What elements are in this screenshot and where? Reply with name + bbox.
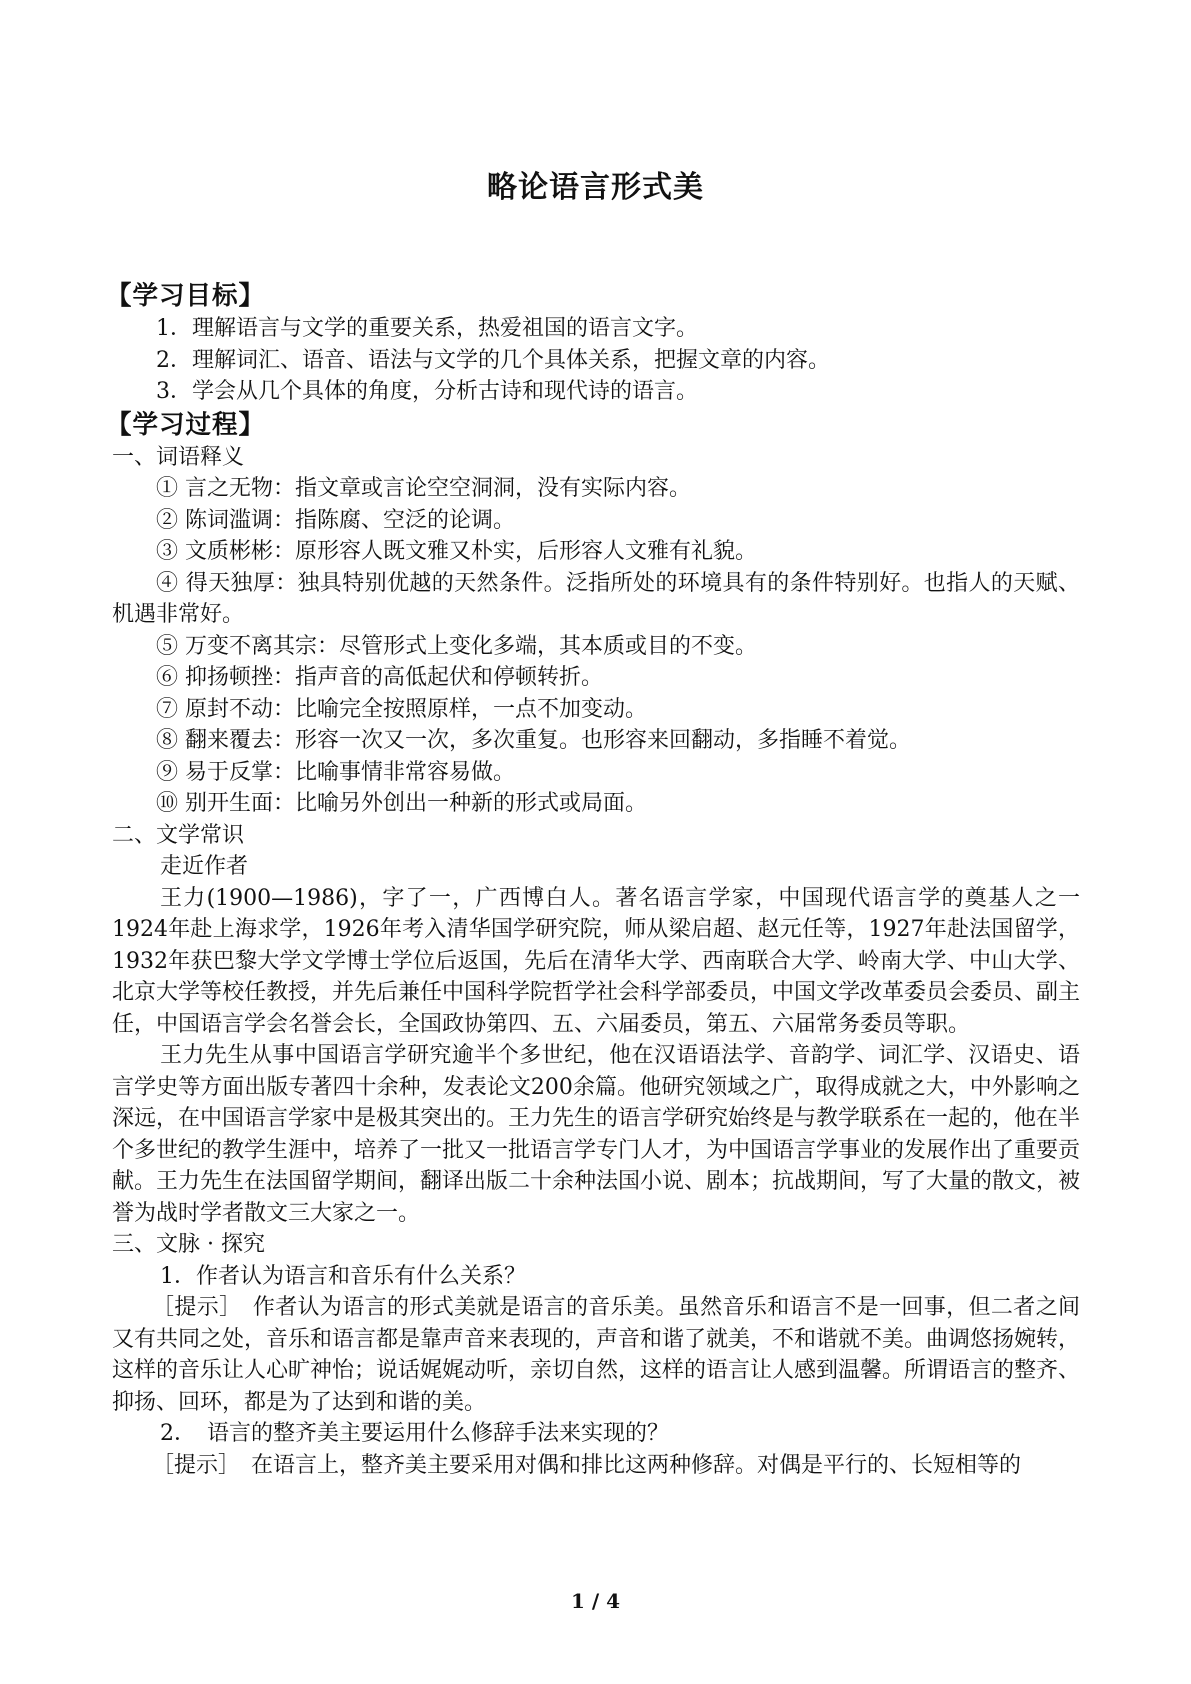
hint-paragraph: ［提示］ 作者认为语言的形式美就是语言的音乐美。虽然音乐和语言不是一回事，但二者之间又有共同之处，音乐和语言都是靠声音来表现的，声音和谐了就美，不和谐就不美。曲调悠扬婉转，这样的音乐让人心旷神怡；说话娓娓动听，亲切自然，这样的语言让人感到温馨。所谓语言的整齐、抑扬、回环，都是为了达到和谐的美。 [112, 1295, 1081, 1415]
goal-item: 2．理解词汇、语音、语法与文学的几个具体关系，把握文章的内容。 [156, 347, 830, 373]
page-number: 1 / 4 [570, 1589, 621, 1613]
subsection-subheading-author: 走近作者 [160, 854, 249, 879]
subsection-heading-explore: 三、文脉 · 探究 [112, 1232, 265, 1257]
vocab-item: ② 陈词滥调：指陈腐、空泛的论调。 [156, 507, 515, 533]
question-item: 2． 语言的整齐美主要运用什么修辞手法来实现的？ [160, 1421, 669, 1446]
question-item: 1．作者认为语言和音乐有什么关系？ [160, 1263, 526, 1289]
vocab-item: ⑩ 别开生面：比喻另外创出一种新的形式或局面。 [156, 791, 647, 816]
subsection-heading-vocab: 一、词语释义 [112, 444, 245, 470]
vocab-item: ⑨ 易于反掌：比喻事情非常容易做。 [156, 759, 515, 785]
vocab-item: ③ 文质彬彬：原形容人既文雅又朴实，后形容人文雅有礼貌。 [156, 539, 757, 564]
document-body [106, 279, 1081, 1481]
vocab-item: ⑤ 万变不离其宗：尽管形式上变化多端，其本质或目的不变。 [156, 633, 757, 659]
goal-item: 3．学会从几个具体的角度，分析古诗和现代诗的语言。 [156, 379, 698, 404]
section-heading-goals: 【学习目标】 [106, 281, 266, 311]
section-heading-process: 【学习过程】 [106, 409, 266, 440]
document-title: 略论语言形式美 [487, 170, 704, 205]
author-paragraph: 王力先生从事中国语言学研究逾半个多世纪，他在汉语语法学、音韵学、词汇学、汉语史、语言学史等方面出版专著四十余种，发表论文200余篇。他研究领域之广，取得成就之大，中外影响之深远，在中国语言学家中是极其突出的。王力先生的语言学研究始终是与教学联系在一起的，他在半个多世纪的教学生涯中，培养了一批又一批语言学专门人才，为中国语言学事业的发展作出了重要贡献。王力先生在法国留学期间，翻译出版二十余种法国小说、剧本；抗战期间，写了大量的散文，被誉为战时学者散文三大家之一。 [112, 1043, 1081, 1226]
author-paragraph: 王力(1900—1986)，字了一，广西博白人。著名语言学家，中国现代语言学的奠基人之一1924年赴上海求学，1926年考入清华国学研究院，师从梁启超、赵元任等，1927年赴法国留学，1932年获巴黎大学文学博士学位后返国，先后在清华大学、西南联合大学、岭南大学、中山大学、北京大学等校任教授，并先后兼任中国科学院哲学社会科学部委员，中国文学改革委员会委员、副主任，中国语言学会名誉会长，全国政协第四、五、六届委员，第五、六届常务委员等职。 [112, 885, 1081, 1037]
subsection-heading-literature: 二、文学常识 [112, 822, 245, 848]
hint-paragraph: ［提示］ 在语言上，整齐美主要采用对偶和排比这两种修辞。对偶是平行的、长短相等的 [152, 1452, 1022, 1478]
vocab-item: ④ 得天独厚：独具特别优越的天然条件。泛指所处的环境具有的条件特别好。也指人的天赋、机遇非常好。 [112, 570, 1080, 627]
vocab-item: ⑦ 原封不动：比喻完全按照原样，一点不加变动。 [156, 696, 647, 722]
goal-item: 1．理解语言与文学的重要关系，热爱祖国的语言文字。 [156, 316, 698, 341]
vocab-item: ① 言之无物：指文章或言论空空洞洞，没有实际内容。 [156, 476, 691, 501]
vocab-item: ⑥ 抑扬顿挫：指声音的高低起伏和停顿转折。 [156, 665, 603, 690]
vocab-item: ⑧ 翻来覆去：形容一次又一次，多次重复。也形容来回翻动，多指睡不着觉。 [156, 728, 911, 753]
